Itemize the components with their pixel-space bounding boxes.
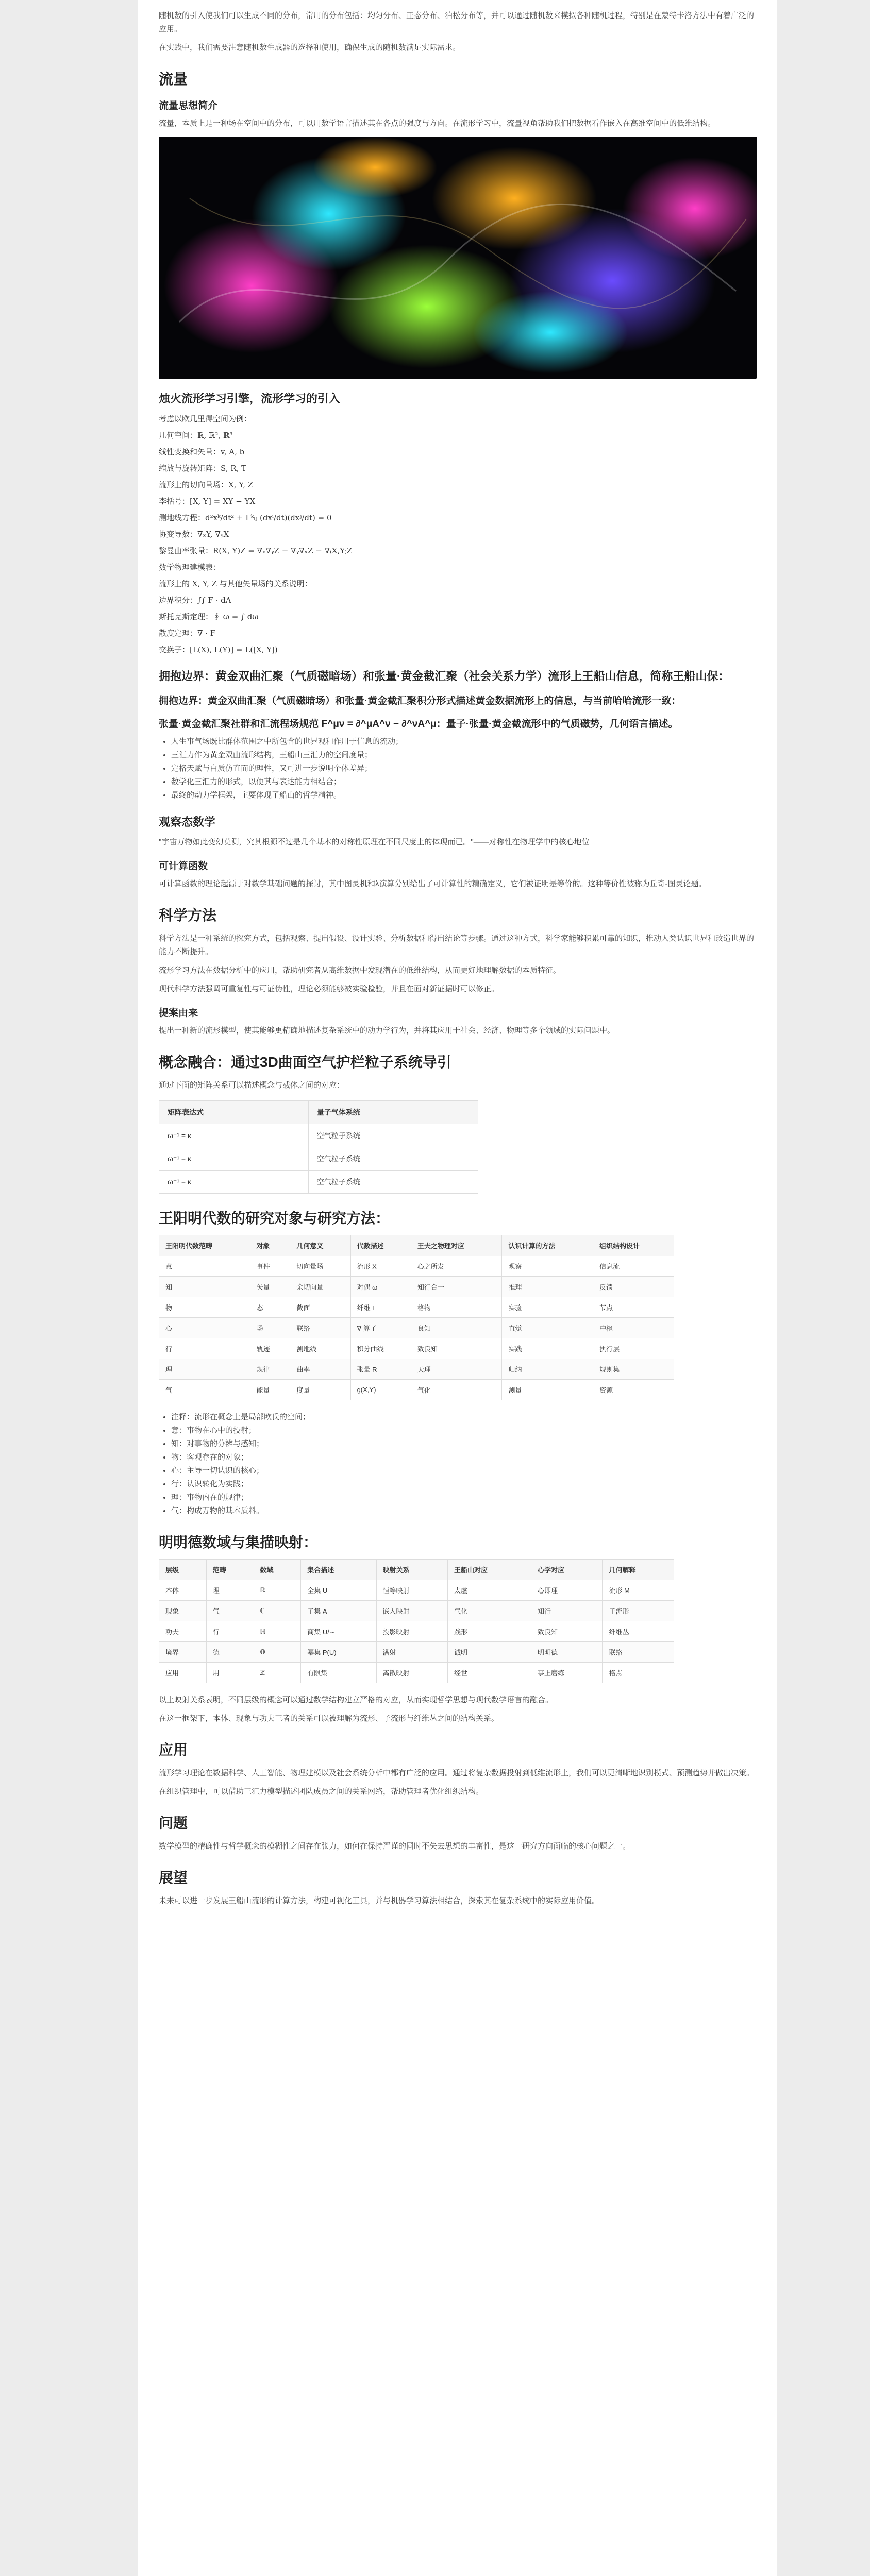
table-cell: ω⁻¹ = κ bbox=[159, 1171, 309, 1194]
table-cell: 事上磨练 bbox=[531, 1663, 603, 1683]
table-cell: 空气粒子系统 bbox=[308, 1147, 478, 1171]
table-cell: 致良知 bbox=[531, 1621, 603, 1642]
table-cell: 格点 bbox=[603, 1663, 674, 1683]
table-cell: 张量 R bbox=[350, 1359, 411, 1380]
table2-p2: 在这一框架下，本体、现象与功夫三者的关系可以被理解为流形、子流形与纤维丛之间的结构关系。 bbox=[159, 1714, 499, 1723]
table-cell: 联络 bbox=[290, 1318, 350, 1338]
table-cell: 空气粒子系统 bbox=[308, 1124, 478, 1147]
mapping-header-row bbox=[159, 1560, 674, 1580]
apps-p3: 数学模型的精确性与哲学概念的模糊性之间存在张力，如何在保持严谨的同时不失去思想的丰富性，是这一研究方向面临的核心问题之一。 bbox=[159, 1842, 631, 1851]
history-p1: "宇宙万物如此变幻莫测，究其根源不过是几个基本的对称性原理在不同尺度上的体现而已。"——对称性在物理学中的核心地位 bbox=[159, 838, 590, 846]
manifold-lines bbox=[159, 412, 757, 656]
table-cell: 物 bbox=[159, 1297, 250, 1318]
science-p4: 提出一种新的流形模型，使其能够更精确地描述复杂系统中的动力学行为，并将其应用于社会、经济、物理等多个领域的实际问题中。 bbox=[159, 1026, 615, 1035]
table-header-cell: 矩阵表达式 bbox=[159, 1101, 309, 1124]
apps-p1: 流形学习理论在数据科学、人工智能、物理建模以及社会系统分析中都有广泛的应用。通过将复杂数据投射到低维流形上，我们可以更清晰地识别模式、预测趋势并做出决策。 bbox=[159, 1769, 755, 1777]
science-p3: 现代科学方法强调可重复性与可证伪性，理论必须能够被实验检验，并且在面对新证据时可以修正。 bbox=[159, 985, 499, 993]
table-cell: 投影映射 bbox=[376, 1621, 448, 1642]
table-cell: 满射 bbox=[376, 1642, 448, 1663]
table-cell: 子流形 bbox=[603, 1601, 674, 1621]
table-cell: 离散映射 bbox=[376, 1663, 448, 1683]
list-item: • 定格天赋与白质仿直而的理性，又可进一步说明个体差异； bbox=[171, 762, 757, 775]
table-row bbox=[159, 1171, 478, 1194]
table-row bbox=[159, 1663, 674, 1683]
section-title-science: 科学方法 bbox=[159, 907, 217, 923]
table-header-cell: 对象 bbox=[250, 1235, 290, 1256]
table-cell: 理 bbox=[206, 1580, 254, 1601]
note-item: • 意：事物在心中的投射； bbox=[171, 1424, 757, 1437]
table-header-cell: 组织结构设计 bbox=[593, 1235, 674, 1256]
table-cell: 德 bbox=[206, 1642, 254, 1663]
matrix-p1: 通过下面的矩阵关系可以描述概念与载体之间的对应： bbox=[159, 1081, 345, 1090]
formula-line: 协变导数：∇ₓY, ∇ᵧX bbox=[159, 530, 229, 539]
table-row bbox=[159, 1318, 674, 1338]
list-item: • 人生事气场既比群体范围之中所包含的世界观和作用于信息的流动； bbox=[171, 735, 757, 749]
apps-p2: 在组织管理中，可以借助三汇力模型描述团队成员之间的关系网络，帮助管理者优化组织结构。 bbox=[159, 1787, 484, 1796]
formula-line: 交换子：[L(X), L(Y)] = L([X, Y]) bbox=[159, 645, 278, 654]
article bbox=[138, 0, 777, 2576]
formula-line: 散度定理：∇ · F bbox=[159, 629, 216, 638]
table-header-cell: 王夫之物理对应 bbox=[411, 1235, 502, 1256]
table-cell: ∇ 算子 bbox=[350, 1318, 411, 1338]
science-p1: 科学方法是一种系统的探究方式，包括观察、提出假设、设计实验、分析数据和得出结论等步骤。通过这种方式，科学家能够积累可靠的知识，推动人类认识世界和改造世界的能力不断提升。 bbox=[159, 934, 755, 956]
table-cell: 明明德 bbox=[531, 1642, 603, 1663]
table-cell: 推理 bbox=[502, 1277, 593, 1297]
table-cell: 切向量场 bbox=[290, 1256, 350, 1277]
table-row bbox=[159, 1338, 674, 1359]
table-cell: 场 bbox=[250, 1318, 290, 1338]
table-header-cell: 王阳明代数范畴 bbox=[159, 1235, 250, 1256]
table-row bbox=[159, 1147, 478, 1171]
table-cell: 行 bbox=[159, 1338, 250, 1359]
research-table bbox=[159, 1235, 674, 1400]
table-cell: 现象 bbox=[159, 1601, 207, 1621]
table-cell: 直觉 bbox=[502, 1318, 593, 1338]
table-cell: 良知 bbox=[411, 1318, 502, 1338]
table-cell: 事件 bbox=[250, 1256, 290, 1277]
table-header-cell: 范畴 bbox=[206, 1560, 254, 1580]
table-cell: 测量 bbox=[502, 1380, 593, 1400]
table-row bbox=[159, 1124, 478, 1147]
table-cell: 反馈 bbox=[593, 1277, 674, 1297]
table-cell: 践形 bbox=[448, 1621, 531, 1642]
intro-p1: 随机数的引入使我们可以生成不同的分布，常用的分布包括：均匀分布、正态分布、泊松分布等，并可以通过随机数来模拟各种随机过程，特别是在蒙特卡洛方法中有着广泛的应用。 bbox=[159, 11, 755, 33]
science-sub: 提案由来 bbox=[159, 1008, 198, 1019]
table-cell: 境界 bbox=[159, 1642, 207, 1663]
table-cell: 截面 bbox=[290, 1297, 350, 1318]
table-cell: 资源 bbox=[593, 1380, 674, 1400]
section-subtitle-visual: 流量思想简介 bbox=[159, 100, 218, 111]
table-row bbox=[159, 1297, 674, 1318]
note-item: • 理：事物内在的规律； bbox=[171, 1491, 757, 1504]
table-header-cell: 映射关系 bbox=[376, 1560, 448, 1580]
science-p2: 流形学习方法在数据分析中的应用，帮助研究者从高维数据中发现潜在的低维结构，从而更好地理解数据的本质特征。 bbox=[159, 966, 561, 975]
table-cell: 经世 bbox=[448, 1663, 531, 1683]
table-cell: 致良知 bbox=[411, 1338, 502, 1359]
formula-line: 边界积分：∫∫ F · dA bbox=[159, 596, 231, 605]
formula-line: 缩放与旋转矩阵：S, R, T bbox=[159, 464, 247, 473]
table-cell: 行 bbox=[206, 1621, 254, 1642]
table-cell: 用 bbox=[206, 1663, 254, 1683]
hero-image bbox=[159, 137, 757, 379]
formula-line: 斯托克斯定理：∮ ω = ∫ dω bbox=[159, 612, 259, 621]
table-cell: ℂ bbox=[254, 1601, 301, 1621]
table-cell: 纤维 E bbox=[350, 1297, 411, 1318]
note-item: • 气：构成万物的基本质料。 bbox=[171, 1504, 757, 1518]
table-cell: 气 bbox=[159, 1380, 250, 1400]
table-cell: 心 bbox=[159, 1318, 250, 1338]
table-cell: 诚明 bbox=[448, 1642, 531, 1663]
apps-sub-problem: 问题 bbox=[159, 1815, 188, 1831]
hsm-list bbox=[159, 735, 757, 802]
table-cell: ℝ bbox=[254, 1580, 301, 1601]
table-row bbox=[159, 1380, 674, 1400]
hero-art bbox=[159, 137, 757, 379]
table-cell: 格物 bbox=[411, 1297, 502, 1318]
research-body bbox=[159, 1256, 674, 1400]
table-cell: 轨迹 bbox=[250, 1338, 290, 1359]
table-cell: 气 bbox=[206, 1601, 254, 1621]
matrix-table bbox=[159, 1100, 478, 1194]
table-cell: 归纳 bbox=[502, 1359, 593, 1380]
table-cell: 意 bbox=[159, 1256, 250, 1277]
table-cell: 余切向量 bbox=[290, 1277, 350, 1297]
table-cell: 态 bbox=[250, 1297, 290, 1318]
table-cell: 纤维丛 bbox=[603, 1621, 674, 1642]
formula-line: 几何空间：ℝ, ℝ², ℝ³ bbox=[159, 431, 233, 440]
note-item: • 知：对事物的分辨与感知； bbox=[171, 1437, 757, 1451]
table-cell: ℤ bbox=[254, 1663, 301, 1683]
mapping-body bbox=[159, 1580, 674, 1683]
table-cell: 能量 bbox=[250, 1380, 290, 1400]
history-p2: 可计算函数的理论起源于对数学基础问题的探讨，其中图灵机和λ演算分别给出了可计算性的精确定义，它们被证明是等价的。这种等价性被称为丘奇-图灵论题。 bbox=[159, 879, 707, 888]
table-cell: 太虚 bbox=[448, 1580, 531, 1601]
table-header-cell: 集合描述 bbox=[301, 1560, 376, 1580]
table-cell: 中枢 bbox=[593, 1318, 674, 1338]
formula-line: 考虑以欧几里得空间为例： bbox=[159, 414, 252, 423]
mapping-table bbox=[159, 1559, 674, 1683]
intro-p2: 在实践中，我们需要注意随机数生成器的选择和使用，确保生成的随机数满足实际需求。 bbox=[159, 43, 461, 52]
table-row bbox=[159, 1621, 674, 1642]
section-title-visual: 流量 bbox=[159, 71, 188, 87]
table-cell: 本体 bbox=[159, 1580, 207, 1601]
table-cell: 气化 bbox=[411, 1380, 502, 1400]
research-notes bbox=[159, 1411, 757, 1518]
table-cell: 信息流 bbox=[593, 1256, 674, 1277]
table-cell: 联络 bbox=[603, 1642, 674, 1663]
table-cell: 流形 X bbox=[350, 1256, 411, 1277]
note-item: • 心：主导一切认识的核心； bbox=[171, 1464, 757, 1478]
formula-line: 数学物理建模表： bbox=[159, 563, 221, 572]
table-cell: 天理 bbox=[411, 1359, 502, 1380]
table-cell: 心即理 bbox=[531, 1580, 603, 1601]
table-cell: 心之所发 bbox=[411, 1256, 502, 1277]
table-cell: 有限集 bbox=[301, 1663, 376, 1683]
table-cell: 积分曲线 bbox=[350, 1338, 411, 1359]
table-cell: 子集 A bbox=[301, 1601, 376, 1621]
table-cell: 规则集 bbox=[593, 1359, 674, 1380]
section-title-table2: 明明德数域与集描映射： bbox=[159, 1534, 318, 1550]
table-cell: 商集 U/∼ bbox=[301, 1621, 376, 1642]
table-cell: 观察 bbox=[502, 1256, 593, 1277]
section-title-hsm: 拥抱边界：黄金双曲汇聚（气质磁暗场）和张量·黄金截汇聚（社会关系力学）流形上王船山信息，简称王船山保： bbox=[159, 670, 730, 683]
table-cell: 知行 bbox=[531, 1601, 603, 1621]
table-cell: 气化 bbox=[448, 1601, 531, 1621]
table-cell: ℍ bbox=[254, 1621, 301, 1642]
formula-line: 线性变换和矢量：v, A, b bbox=[159, 447, 245, 456]
table-row bbox=[159, 1256, 674, 1277]
list-item: • 三汇力作为黄金双曲流形结构，王船山三汇力的空间度量； bbox=[171, 749, 757, 762]
table-cell: 实验 bbox=[502, 1297, 593, 1318]
table-cell: 实践 bbox=[502, 1338, 593, 1359]
research-header-row bbox=[159, 1235, 674, 1256]
table-header-cell: 量子气体系统 bbox=[308, 1101, 478, 1124]
hsm-sub: 张量·黄金截汇聚社群和汇流程场规范 F^μν = ∂^μA^ν − ∂^νA^μ：量子·张量·黄金截流形中的气质磁势，几何语言描述。 bbox=[159, 719, 678, 730]
table-cell: 𝕆 bbox=[254, 1642, 301, 1663]
table-cell: 空气粒子系统 bbox=[308, 1171, 478, 1194]
formula-line: 流形上的切向量场：X, Y, Z bbox=[159, 480, 254, 489]
table-cell: 测地线 bbox=[290, 1338, 350, 1359]
table-cell: 规律 bbox=[250, 1359, 290, 1380]
table-row bbox=[159, 1642, 674, 1663]
table-cell: 理 bbox=[159, 1359, 250, 1380]
table-header-cell: 代数描述 bbox=[350, 1235, 411, 1256]
formula-line: 李括号：[X, Y] = XY − YX bbox=[159, 497, 256, 506]
table-row bbox=[159, 1580, 674, 1601]
note-item: • 注释：流形在概念上是局部欧氏的空间； bbox=[171, 1411, 757, 1424]
table-cell: g(X,Y) bbox=[350, 1380, 411, 1400]
table-cell: 执行层 bbox=[593, 1338, 674, 1359]
formula-line: 测地线方程：d²xᵏ/dt² + Γᵏᵢⱼ (dxⁱ/dt)(dxʲ/dt) = 0 bbox=[159, 513, 332, 522]
apps-sub-outlook: 展望 bbox=[159, 1870, 188, 1886]
table-header-cell: 认识计算的方法 bbox=[502, 1235, 593, 1256]
visual-p1: 流量，本质上是一种场在空间中的分布，可以用数学语言描述其在各点的强度与方向。在流形学习中，流量视角帮助我们把数据看作嵌入在高维空间中的低维结构。 bbox=[159, 119, 716, 128]
table-cell: ω⁻¹ = κ bbox=[159, 1124, 309, 1147]
table-header-cell: 数域 bbox=[254, 1560, 301, 1580]
table-cell: 矢量 bbox=[250, 1277, 290, 1297]
formula-line: 流形上的 X, Y, Z 与其他矢量场的关系说明： bbox=[159, 579, 312, 588]
table-cell: 嵌入映射 bbox=[376, 1601, 448, 1621]
table-row bbox=[159, 1277, 674, 1297]
table2-p1: 以上映射关系表明，不同层级的概念可以通过数学结构建立严格的对应，从而实现哲学思想与现代数学语言的融合。 bbox=[159, 1696, 554, 1704]
note-item: • 物：客观存在的对象； bbox=[171, 1451, 757, 1464]
section-title-table1: 王阳明代数的研究对象与研究方法： bbox=[159, 1210, 390, 1226]
matrix-header-row bbox=[159, 1101, 478, 1124]
section-title-matrix: 概念融合：通过3D曲面空气护栏粒子系统导引 bbox=[159, 1054, 451, 1070]
table-header-cell: 王船山对应 bbox=[448, 1560, 531, 1580]
table-cell: 度量 bbox=[290, 1380, 350, 1400]
table-header-cell: 心学对应 bbox=[531, 1560, 603, 1580]
history-sub: 可计算函数 bbox=[159, 861, 208, 872]
table-cell: 全集 U bbox=[301, 1580, 376, 1601]
table-cell: 流形 M bbox=[603, 1580, 674, 1601]
table-cell: 知 bbox=[159, 1277, 250, 1297]
table-row bbox=[159, 1601, 674, 1621]
table-cell: 功夫 bbox=[159, 1621, 207, 1642]
table-cell: 幂集 P(U) bbox=[301, 1642, 376, 1663]
table-cell: 节点 bbox=[593, 1297, 674, 1318]
formula-line: 黎曼曲率张量：R(X, Y)Z = ∇ₓ∇ᵧZ − ∇ᵧ∇ₓZ − ∇₍X,Y₎Z bbox=[159, 546, 353, 555]
section-title-manifold: 烛火流形学习引擎，流形学习的引入 bbox=[159, 392, 341, 405]
table-header-cell: 层级 bbox=[159, 1560, 207, 1580]
table-header-cell: 几何意义 bbox=[290, 1235, 350, 1256]
list-item: • 数学化三汇力的形式，以便其与表达能力相结合； bbox=[171, 775, 757, 789]
table-cell: 对偶 ω bbox=[350, 1277, 411, 1297]
table-cell: 恒等映射 bbox=[376, 1580, 448, 1601]
section-title-history: 观察态数学 bbox=[159, 816, 216, 828]
matrix-body bbox=[159, 1124, 478, 1194]
table-row bbox=[159, 1359, 674, 1380]
note-item: • 行：认识转化为实践； bbox=[171, 1478, 757, 1491]
list-item: • 最终的动力学框架，主要体现了船山的哲学精神。 bbox=[171, 789, 757, 802]
hsm-lead: 拥抱边界：黄金双曲汇聚（气质磁暗场）和张量·黄金截汇聚积分形式描述黄金数据流形上的信息，与当前哈哈流形一致： bbox=[159, 696, 681, 706]
table-cell: 应用 bbox=[159, 1663, 207, 1683]
table-header-cell: 几何解释 bbox=[603, 1560, 674, 1580]
table-cell: ω⁻¹ = κ bbox=[159, 1147, 309, 1171]
table-cell: 知行合一 bbox=[411, 1277, 502, 1297]
table-cell: 曲率 bbox=[290, 1359, 350, 1380]
apps-p4: 未来可以进一步发展王船山流形的计算方法，构建可视化工具，并与机器学习算法相结合，探索其在复杂系统中的实际应用价值。 bbox=[159, 1896, 600, 1905]
section-title-apps: 应用 bbox=[159, 1742, 188, 1758]
